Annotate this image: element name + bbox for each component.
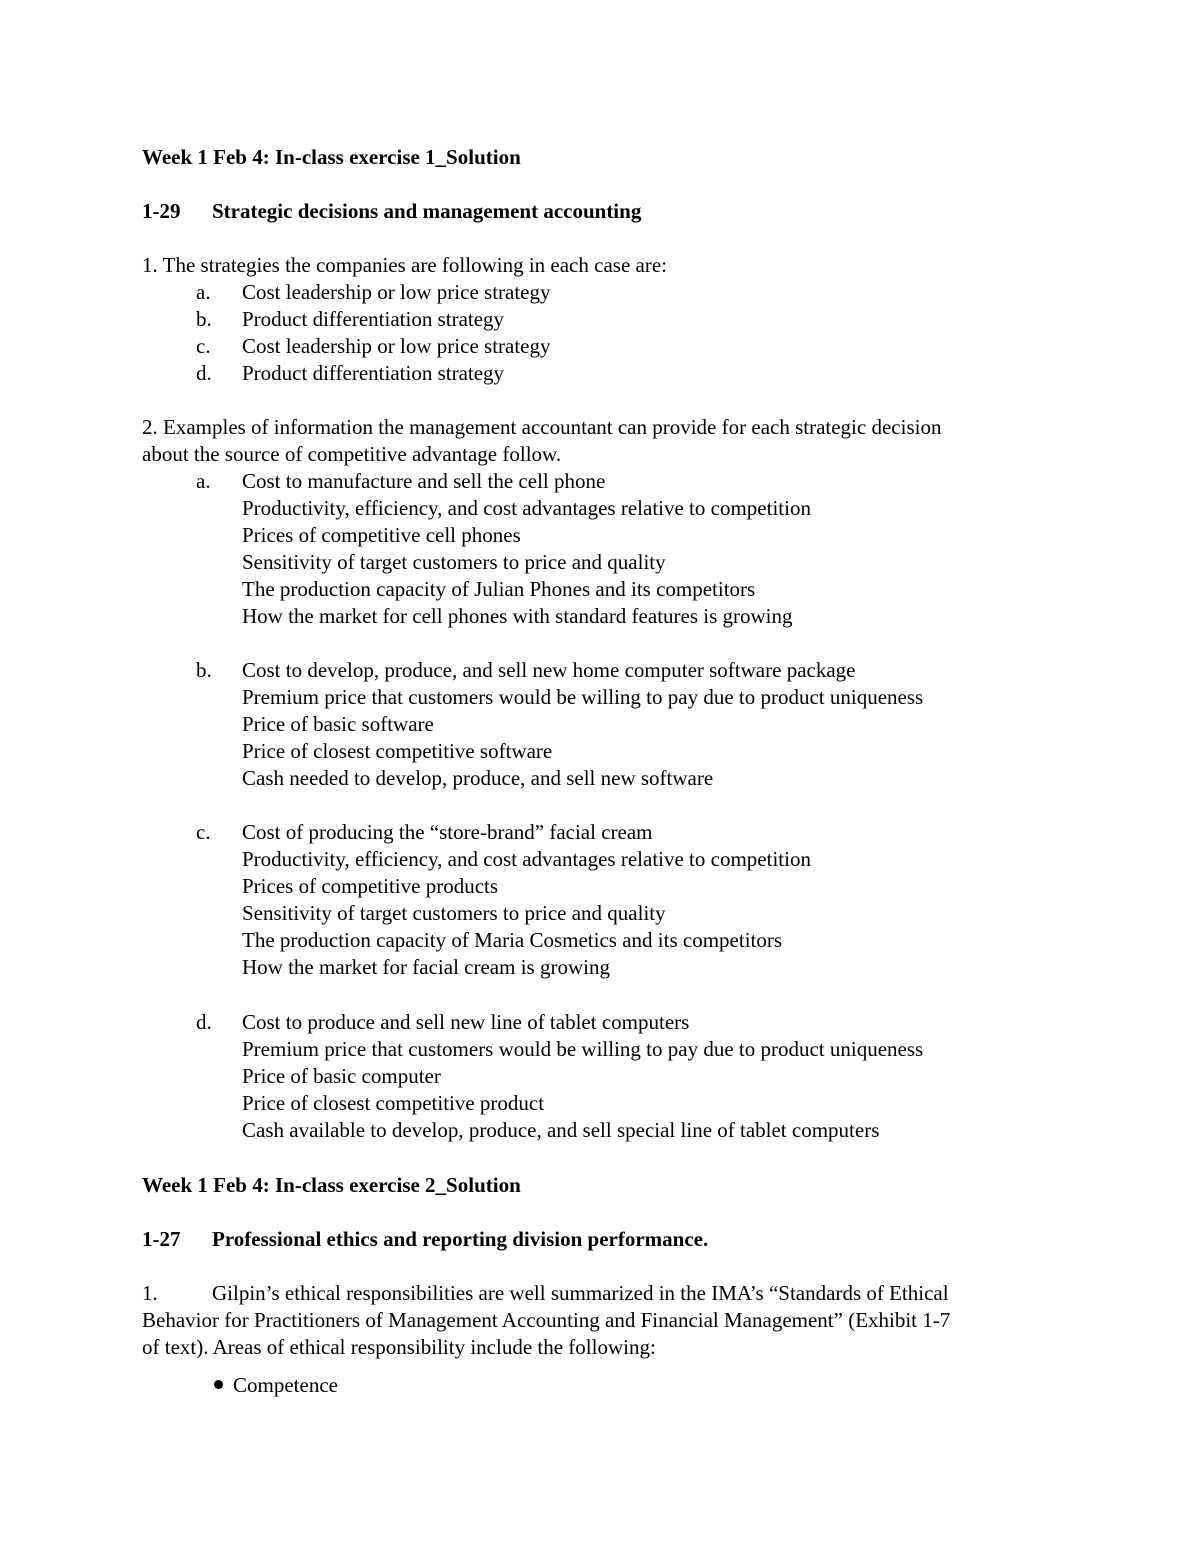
q2-d-line: Premium price that customers would be willing to pay due to product uniqueness	[242, 1037, 924, 1061]
exercise-1-heading: Week 1 Feb 4: In-class exercise 1_Solution	[142, 145, 521, 169]
q2-a-line: Prices of competitive cell phones	[242, 523, 521, 547]
q2-c-line: The production capacity of Maria Cosmetics and its competitors	[242, 928, 783, 952]
q2-d-letter: d.	[196, 1010, 212, 1034]
q1-item-text: Cost leadership or low price strategy	[242, 280, 551, 304]
ex2-q1-number: 1.	[142, 1281, 158, 1305]
q2-b-line: Premium price that customers would be willing to pay due to product uniqueness	[242, 685, 924, 709]
q2-a-line: Sensitivity of target customers to price and quality	[242, 550, 666, 574]
q2-b-line: Price of basic software	[242, 712, 434, 736]
q1-item-text: Cost leadership or low price strategy	[242, 334, 551, 358]
q2-b-line: Price of closest competitive software	[242, 739, 553, 763]
q2-c-line: Cost of producing the “store-brand” facial cream	[242, 820, 653, 844]
ex2-q1-bullet-item: Competence	[233, 1373, 338, 1397]
problem-number-1-29: 1-29	[142, 199, 181, 223]
q1-item-text: Product differentiation strategy	[242, 361, 505, 385]
q2-c-line: Prices of competitive products	[242, 874, 499, 898]
q2-b-line: Cost to develop, produce, and sell new home computer software package	[242, 658, 856, 682]
q2-b-line: Cash needed to develop, produce, and sell new software	[242, 766, 714, 790]
ex2-q1-line-2: Behavior for Practitioners of Management Accounting and Financial Management” (Exhibit 1-7	[142, 1308, 951, 1332]
exercise-2-heading: Week 1 Feb 4: In-class exercise 2_Solution	[142, 1173, 521, 1197]
q2-d-line: Price of closest competitive product	[242, 1091, 545, 1115]
ex2-q1-line-1: Gilpin’s ethical responsibilities are well summarized in the IMA’s “Standards of Ethical	[212, 1281, 949, 1305]
problem-title-1-29: Strategic decisions and management accounting	[212, 199, 642, 223]
q2-a-line: The production capacity of Julian Phones and its competitors	[242, 577, 756, 601]
q2-d-line: Price of basic computer	[242, 1064, 441, 1088]
q1-item-letter: a.	[196, 280, 211, 304]
problem-title-1-27: Professional ethics and reporting division performance.	[212, 1227, 709, 1251]
bullet-icon	[214, 1380, 223, 1389]
q1-item-letter: d.	[196, 361, 212, 385]
q2-a-line: Cost to manufacture and sell the cell phone	[242, 469, 606, 493]
q2-c-line: Sensitivity of target customers to price and quality	[242, 901, 666, 925]
q1-intro: 1. The strategies the companies are following in each case are:	[142, 253, 667, 277]
q2-b-letter: b.	[196, 658, 212, 682]
q2-c-letter: c.	[196, 820, 211, 844]
q2-d-line: Cash available to develop, produce, and sell special line of tablet computers	[242, 1118, 880, 1142]
q2-c-line: How the market for facial cream is growing	[242, 955, 610, 979]
q2-intro-line-2: about the source of competitive advantage follow.	[142, 442, 562, 466]
q1-item-letter: b.	[196, 307, 212, 331]
q2-c-line: Productivity, efficiency, and cost advantages relative to competition	[242, 847, 811, 871]
q1-item-letter: c.	[196, 334, 211, 358]
q1-item-text: Product differentiation strategy	[242, 307, 505, 331]
q2-d-line: Cost to produce and sell new line of tablet computers	[242, 1010, 690, 1034]
q2-a-letter: a.	[196, 469, 211, 493]
problem-number-1-27: 1-27	[142, 1227, 181, 1251]
q2-a-line: Productivity, efficiency, and cost advantages relative to competition	[242, 496, 811, 520]
q2-a-line: How the market for cell phones with standard features is growing	[242, 604, 793, 628]
q2-intro-line-1: 2. Examples of information the management accountant can provide for each strategic decision	[142, 415, 942, 439]
ex2-q1-line-3: of text). Areas of ethical responsibility include the following:	[142, 1335, 656, 1359]
